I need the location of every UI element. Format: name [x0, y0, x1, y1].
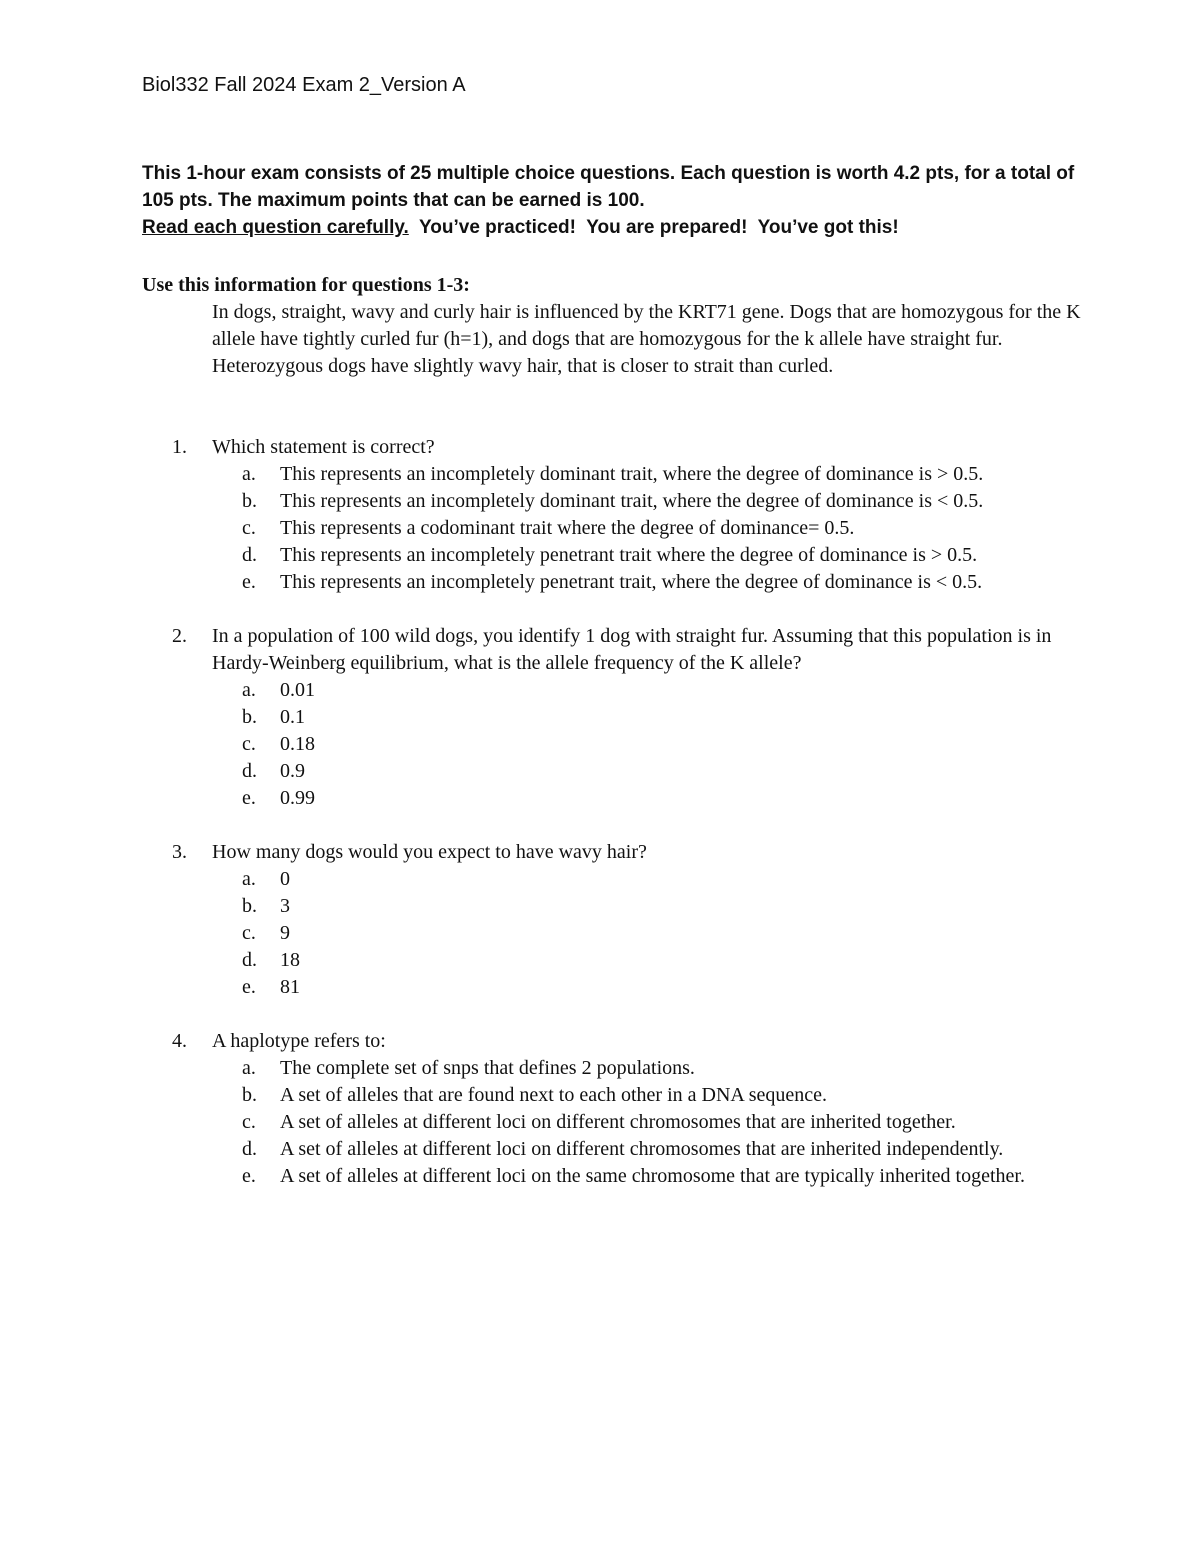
exam-title: Biol332 Fall 2024 Exam 2_Version A [142, 74, 466, 96]
option-a [242, 461, 1072, 488]
option-text: 0.99 [280, 787, 315, 809]
option-letter: c. [242, 733, 256, 755]
option-letter: b. [242, 706, 257, 728]
option-text: This represents an incompletely penetrant trait, where the degree of dominance is < 0.5. [280, 571, 983, 593]
option-letter: e. [242, 787, 256, 809]
option-e [242, 785, 1072, 812]
option-letter: c. [242, 922, 256, 944]
question-1 [172, 434, 1072, 596]
question-4 [172, 1028, 1072, 1190]
option-letter: c. [242, 517, 256, 539]
question-number: 4. [172, 1030, 187, 1052]
option-letter: d. [242, 1138, 257, 1160]
shared-info-block [142, 272, 1102, 380]
option-letter: e. [242, 976, 256, 998]
option-text: This represents an incompletely dominant trait, where the degree of dominance is < 0.5. [280, 490, 984, 512]
info-text: In dogs, straight, wavy and curly hair is influenced by the KRT71 gene. Dogs that are homozygous for the K allele have tightly curled fur (h=1), and dogs that are homozygous for the k allele have straight fur. Heterozygous dogs have slightly wavy hair, that is closer to strait than curled. [212, 301, 1081, 377]
option-text: 0 [280, 868, 290, 890]
question-list [172, 434, 1072, 1217]
option-text: This represents an incompletely dominant trait, where the degree of dominance is > 0.5. [280, 463, 984, 485]
option-text: A set of alleles that are found next to each other in a DNA sequence. [280, 1084, 828, 1106]
option-list [242, 677, 1072, 812]
option-a [242, 677, 1072, 704]
question-2 [172, 623, 1072, 812]
question-text: How many dogs would you expect to have wavy hair? [212, 841, 647, 863]
option-b [242, 1082, 1072, 1109]
option-e [242, 569, 1072, 596]
option-c [242, 515, 1072, 542]
option-letter: a. [242, 463, 256, 485]
question-number: 2. [172, 625, 187, 647]
option-text: 18 [280, 949, 300, 971]
option-d [242, 758, 1072, 785]
option-letter: d. [242, 544, 257, 566]
instructions-summary: This 1-hour exam consists of 25 multiple choice questions. Each question is worth 4.2 pts, for a total of 105 pts. The maximum points that can be earned is 100. [142, 163, 1075, 211]
option-letter: a. [242, 868, 256, 890]
info-heading: Use this information for questions 1-3: [142, 274, 470, 296]
option-letter: a. [242, 679, 256, 701]
option-text: 0.01 [280, 679, 315, 701]
option-b [242, 704, 1072, 731]
option-text: The complete set of snps that defines 2 populations. [280, 1057, 695, 1079]
option-d [242, 947, 1072, 974]
option-text: A set of alleles at different loci on different chromosomes that are inherited together. [280, 1111, 956, 1133]
option-a [242, 1055, 1072, 1082]
option-text: A set of alleles at different loci on different chromosomes that are inherited independently. [280, 1138, 1004, 1160]
option-letter: b. [242, 895, 257, 917]
question-3 [172, 839, 1072, 1001]
option-text: 9 [280, 922, 290, 944]
option-text: A set of alleles at different loci on the same chromosome that are typically inherited together. [280, 1165, 1025, 1187]
question-number: 3. [172, 841, 187, 863]
option-b [242, 893, 1072, 920]
option-text: 0.9 [280, 760, 305, 782]
option-e [242, 974, 1072, 1001]
encouragement-text: You’ve practiced! You are prepared! You’ve got this! [408, 217, 899, 238]
option-text: This represents an incompletely penetrant trait where the degree of dominance is > 0.5. [280, 544, 978, 566]
option-text: 0.18 [280, 733, 315, 755]
option-text: 3 [280, 895, 290, 917]
option-c [242, 920, 1072, 947]
option-text: 81 [280, 976, 300, 998]
option-letter: a. [242, 1057, 256, 1079]
option-a [242, 866, 1072, 893]
option-text: 0.1 [280, 706, 305, 728]
read-carefully-note: Read each question carefully. [142, 217, 409, 238]
exam-instructions [142, 160, 1082, 241]
instructions-encouragement [142, 214, 1082, 241]
option-list [242, 461, 1072, 596]
option-letter: d. [242, 760, 257, 782]
option-list [242, 1055, 1072, 1190]
option-c [242, 1109, 1072, 1136]
question-text: A haplotype refers to: [212, 1030, 386, 1052]
question-text: Which statement is correct? [212, 436, 435, 458]
option-list [242, 866, 1072, 1001]
option-letter: b. [242, 1084, 257, 1106]
question-text: In a population of 100 wild dogs, you identify 1 dog with straight fur. Assuming that this population is in Hardy-Weinberg equilibrium, what is the allele frequency of the K allele? [212, 625, 1052, 674]
option-d [242, 542, 1072, 569]
option-letter: d. [242, 949, 257, 971]
option-c [242, 731, 1072, 758]
question-number: 1. [172, 436, 187, 458]
option-text: This represents a codominant trait where the degree of dominance= 0.5. [280, 517, 855, 539]
option-b [242, 488, 1072, 515]
option-letter: e. [242, 571, 256, 593]
option-d [242, 1136, 1072, 1163]
option-e [242, 1163, 1072, 1190]
option-letter: b. [242, 490, 257, 512]
option-letter: e. [242, 1165, 256, 1187]
option-letter: c. [242, 1111, 256, 1133]
